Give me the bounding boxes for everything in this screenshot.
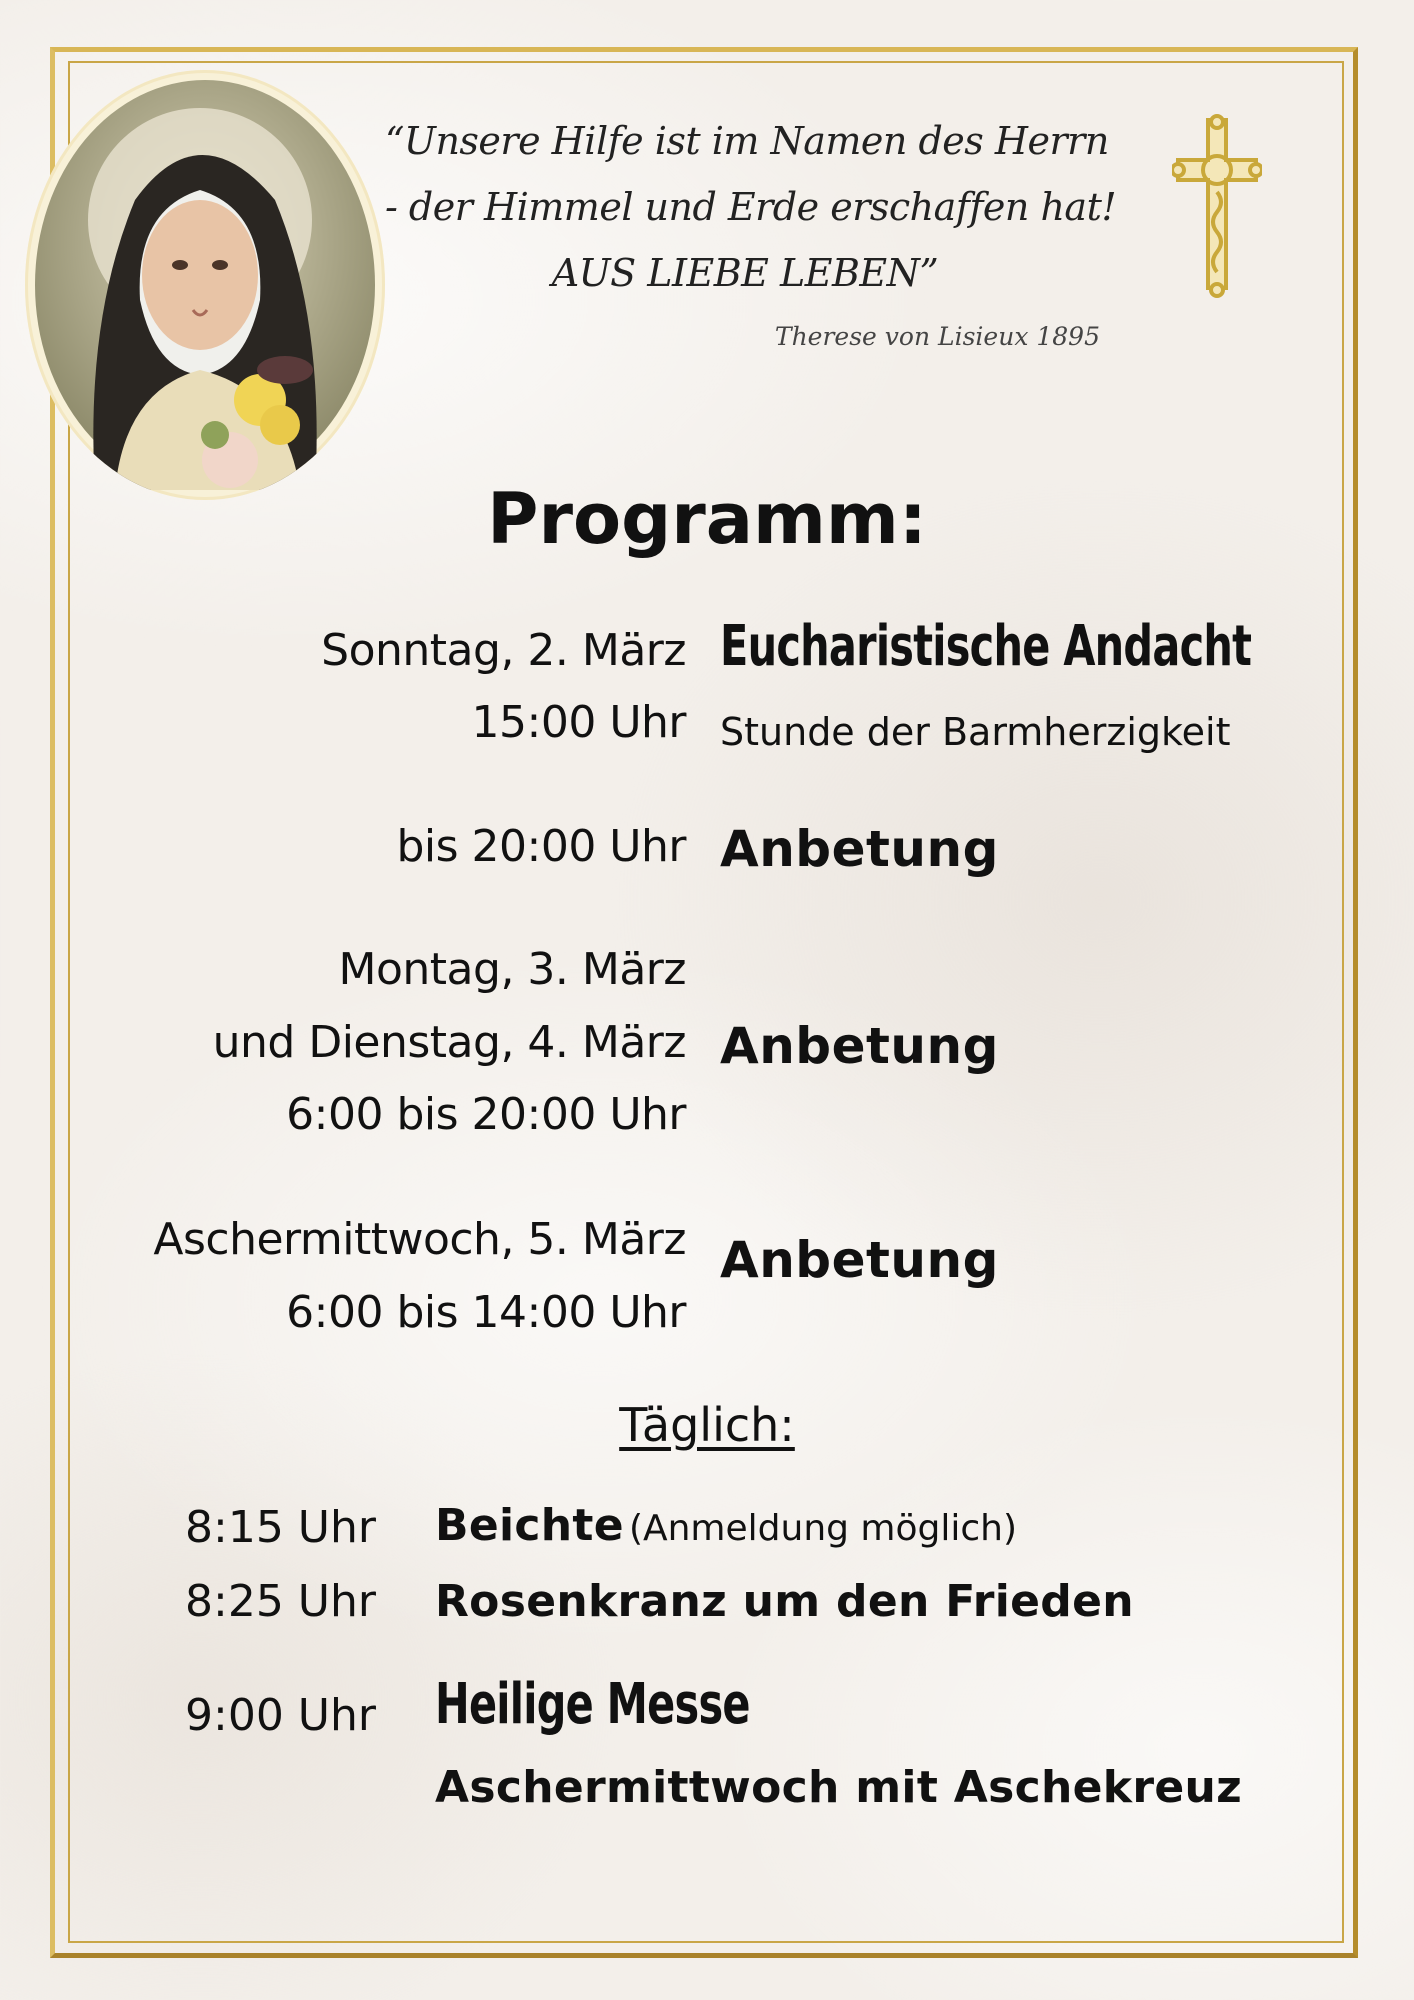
quote-line-2: - der Himmel und Erde erschaffen hat! xyxy=(385,185,1117,229)
entry-1-title: Eucharistische Andacht xyxy=(720,614,1252,679)
daily-1-title: Beichte xyxy=(435,1500,624,1551)
daily-1-note: (Anmeldung möglich) xyxy=(628,1508,1018,1549)
entry-1-date: Sonntag, 2. März xyxy=(321,625,686,676)
quote-line-3: AUS LIEBE LEBEN” xyxy=(551,251,939,295)
entry-3-date: Montag, 3. März xyxy=(338,944,686,995)
portrait-image xyxy=(25,70,385,500)
daily-3-time: 9:00 Uhr xyxy=(185,1690,376,1741)
entry-1-title-wrap xyxy=(720,614,1414,679)
entry-1-subtitle: Stunde der Barmherzigkeit xyxy=(720,710,1231,754)
daily-title: Täglich: xyxy=(619,1398,795,1452)
golden-cross-icon xyxy=(1172,112,1262,298)
entry-2-title: Anbetung xyxy=(720,820,999,878)
entry-3-time: 6:00 bis 20:00 Uhr xyxy=(286,1089,686,1140)
entry-2-time: bis 20:00 Uhr xyxy=(396,821,686,872)
entry-3-date2: und Dienstag, 4. März xyxy=(212,1017,686,1068)
entry-1-time: 15:00 Uhr xyxy=(471,697,686,748)
quote-author: Therese von Lisieux 1895 xyxy=(774,322,1100,351)
quote-block xyxy=(385,108,1117,306)
daily-3-title-wrap xyxy=(435,1672,860,1737)
entry-4-title: Anbetung xyxy=(720,1231,999,1289)
entry-3-title: Anbetung xyxy=(720,1017,999,1075)
saint-portrait xyxy=(25,70,385,500)
entry-4-date: Aschermittwoch, 5. März xyxy=(153,1214,686,1265)
daily-2-title: Rosenkranz um den Frieden xyxy=(435,1576,1134,1627)
daily-1-time: 8:15 Uhr xyxy=(185,1502,376,1553)
program-title: Programm: xyxy=(487,478,927,560)
daily-3-title: Heilige Messe xyxy=(435,1672,750,1737)
daily-3-subtitle: Aschermittwoch mit Aschekreuz xyxy=(435,1762,1242,1813)
daily-2-time: 8:25 Uhr xyxy=(185,1576,376,1627)
daily-1 xyxy=(435,1500,1017,1551)
quote-line-1: “Unsere Hilfe ist im Namen des Herrn xyxy=(385,119,1109,163)
entry-4-time: 6:00 bis 14:00 Uhr xyxy=(286,1287,686,1338)
